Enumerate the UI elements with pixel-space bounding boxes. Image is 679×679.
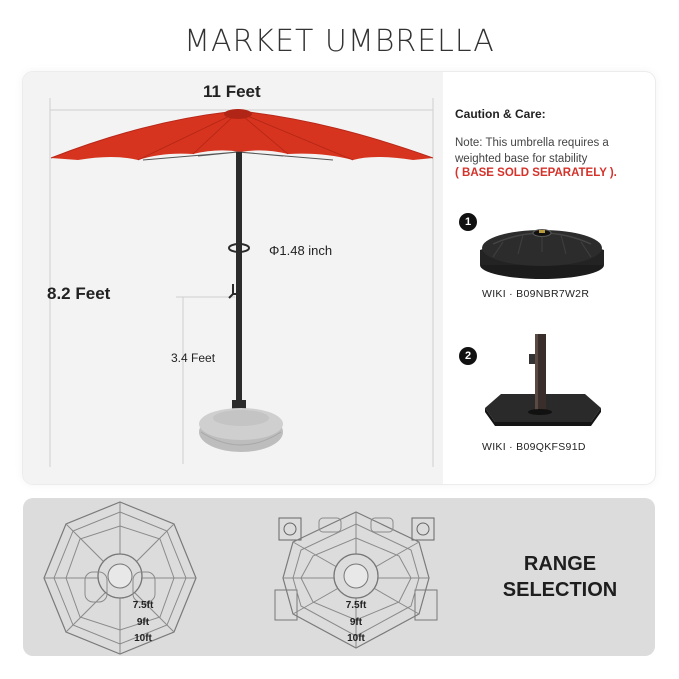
range-selection-title: [485, 551, 635, 603]
range-2-ring-inner-label: 7.5ft: [345, 600, 367, 611]
range-1-ring-outer-label: 10ft: [134, 633, 152, 644]
care-title: Caution & Care:: [455, 107, 546, 121]
range-title-line-2: SELECTION: [502, 579, 618, 601]
umbrella-base: [199, 408, 283, 452]
base-product-2-image: [485, 334, 601, 426]
base-2-label: WIKI · B09QKFS91D: [482, 441, 586, 453]
crank-height-label: 3.4 Feet: [171, 351, 216, 365]
pole-diameter-label: Φ1.48 inch: [269, 243, 333, 258]
umbrella-pole: [229, 152, 249, 412]
range-1-ring-inner-label: 7.5ft: [132, 600, 154, 611]
care-warning: ( BASE SOLD SEPARATELY ).: [455, 167, 617, 179]
range-2-ring-outer-label: 10ft: [347, 633, 365, 644]
umbrella-illustration: [23, 72, 655, 484]
product-dimensions-panel: [23, 72, 655, 484]
range-1-ring-middle-label: 9ft: [136, 617, 150, 628]
range-selection-panel: [23, 498, 655, 656]
base-2-number-badge: 2: [459, 347, 477, 365]
range-diagram-1: [44, 502, 196, 654]
base-1-label: WIKI · B09NBR7W2R: [482, 288, 590, 300]
base-product-1-image: [480, 230, 604, 280]
canopy-width-label: 11 Feet: [203, 82, 261, 101]
range-2-ring-middle-label: 9ft: [349, 617, 363, 628]
total-height-label: 8.2 Feet: [47, 284, 111, 303]
care-note: Note: This umbrella requires a weighted base for stability: [455, 137, 609, 165]
base-1-number-badge: 1: [459, 213, 477, 231]
page-title: MARKET UMBRELLA: [184, 24, 495, 59]
range-title-line-1: RANGE: [523, 553, 597, 575]
